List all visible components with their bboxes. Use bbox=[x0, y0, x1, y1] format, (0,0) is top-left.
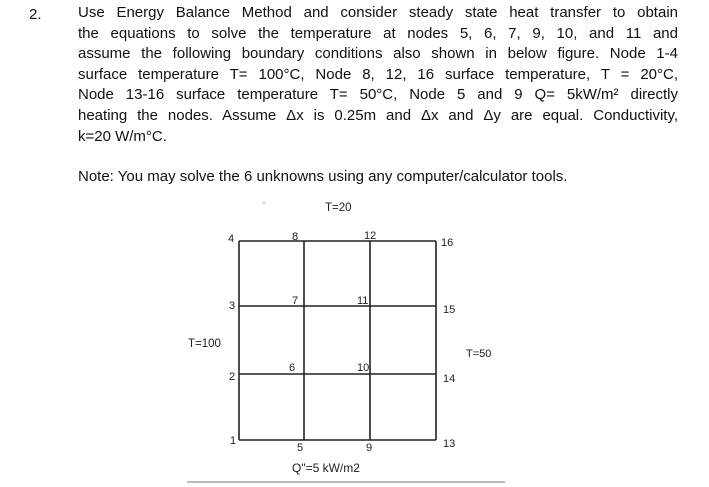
statement-line: Node 13-16 surface temperature T= 50°C, Node 5 and 9 Q= 5kW/m² directly bbox=[78, 86, 678, 104]
node-label: 14 bbox=[443, 373, 456, 385]
node-label: 5 bbox=[297, 442, 304, 454]
node-label: 6 bbox=[289, 362, 296, 374]
node-label: 4 bbox=[228, 233, 235, 245]
statement-line: heating the nodes. Assume Δx is 0.25m and Δx and Δy are equal. Conductivity, bbox=[78, 106, 678, 124]
node-label: 1 bbox=[230, 435, 237, 447]
right-boundary-label: T=50 bbox=[466, 348, 492, 360]
statement-line: the equations to solve the temperature at nodes 5, 6, 7, 9, 10, and 11 and bbox=[78, 24, 678, 42]
statement-line: Use Energy Balance Method and consider steady state heat transfer to obtain bbox=[78, 4, 678, 21]
question-number: 2. bbox=[29, 6, 42, 23]
note-text: Note: You may solve the 6 unknowns using any computer/calculator tools. bbox=[78, 168, 568, 185]
statement-line: k=20 W/m°C. bbox=[78, 127, 167, 145]
node-label: 16 bbox=[441, 237, 454, 249]
statement-line: assume the following boundary conditions also shown in below figure. Node 1-4 bbox=[78, 45, 678, 63]
node-label: 9 bbox=[366, 442, 373, 454]
statement-line: surface temperature T= 100°C, Node 8, 12, 16 surface temperature, T = 20°C, bbox=[78, 65, 678, 83]
node-label: 15 bbox=[443, 304, 456, 316]
top-boundary-label: T=20 bbox=[325, 202, 352, 214]
node-label: 2 bbox=[229, 371, 236, 383]
node-label: 12 bbox=[364, 230, 377, 242]
node-label: 13 bbox=[443, 438, 456, 450]
node-label: 10 bbox=[357, 362, 370, 374]
node-label: 3 bbox=[229, 300, 236, 312]
heat-flux-label: Q"=5 kW/m2 bbox=[292, 461, 360, 475]
node-label: 7 bbox=[292, 295, 299, 307]
node-label: 11 bbox=[357, 295, 369, 307]
stray-mark bbox=[263, 202, 265, 204]
grid-lines bbox=[239, 241, 436, 440]
node-label: 8 bbox=[292, 231, 299, 243]
left-boundary-label: T=100 bbox=[188, 338, 221, 350]
